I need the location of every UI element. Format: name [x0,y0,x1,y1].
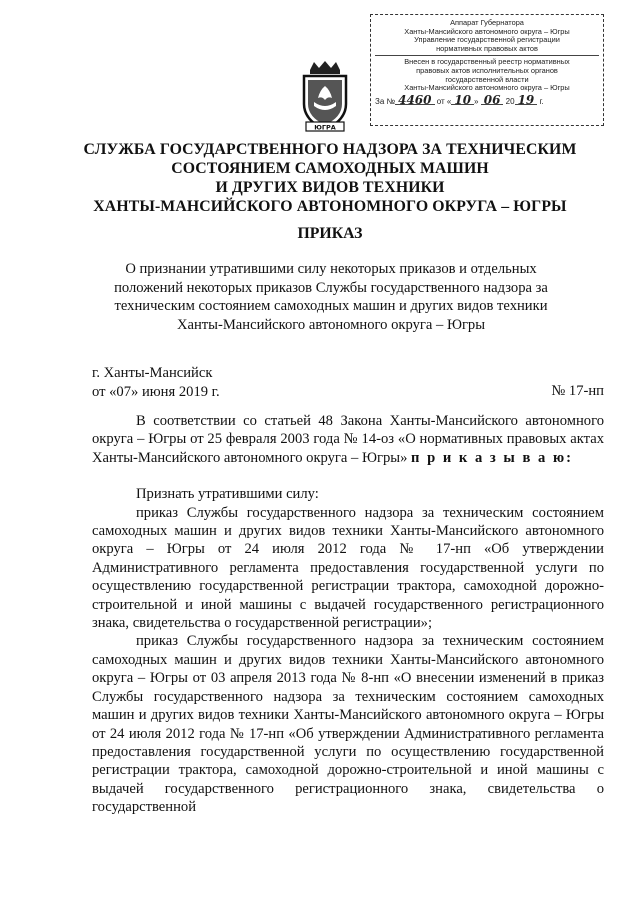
stamp-org-line4: нормативных правовых актов [436,43,538,53]
stamp-reg-line3: государственной власти [445,74,529,84]
body-paragraph-3: приказ Службы государственного надзора за техническим состоянием самоходных машин и других видов техники Ханты-Мансийского автономного округа – Югры от 03 апреля 2013 года № 8-нп «О внесении изменений в приказ Службы государственного надзора за техническим состоянием самоходных машин и других видов техники Ханты-Мансийского автономного округа – Югры от 24 июля 2012 года № 17-нп «Об утверждении Административного регламента предоставления государственной услуги по осуществлению государственной регистрации трактора, самоходной дорожно-строительной и иной машины с выдачей государственного регистрационного знака, свидетельства о государственной [92,633,604,816]
subject-line2: положений некоторых приказов Службы государственного надзора за [114,279,548,296]
organization-header [60,140,600,216]
stamp-org-line3: Управление государственной регистрации [414,35,560,45]
place-and-date [92,364,220,401]
header-line4: ХАНТЫ-МАНСИЙСКОГО АВТОНОМНОГО ОКРУГА – ЮГРЫ [93,198,567,215]
registration-stamp [370,14,604,126]
document-number: № 17-нп [551,383,604,399]
stamp-org-line1: Аппарат Губернатора [450,18,524,27]
stamp-reg-day: 10 [451,96,474,106]
stamp-divider [375,55,599,56]
document-subject [86,260,576,334]
subject-line4: Ханты-Мансийского автономного округа – Югры [176,316,486,333]
stamp-reg-from: от « [436,96,452,106]
header-line2: СОСТОЯНИЕМ САМОХОДНЫХ МАШИН [171,160,489,177]
stamp-org-line2: Ханты-Мансийского автономного округа – Югры [404,26,570,36]
preamble-text: В соответствии со статьей 48 Закона Ханты-Мансийского автономного округа – Югры от 25 февраля 2003 года № 14-оз «О нормативных правовых актах Ханты-Мансийского автономного округа – Югры» [92,413,604,466]
body-paragraph-1: Признать утратившими силу: [136,486,319,503]
stamp-reg-number: 4460 [395,96,434,106]
stamp-reg-suffix: г. [539,96,544,106]
body-paragraph-2: приказ Службы государственного надзора за техническим состоянием самоходных машин и других видов техники Ханты-Мансийского автономного округа – Югры от 24 июля 2012 года № 17-нп «Об утверждении Административного регламента предоставления государственной услуги по осуществлению государственной регистрации трактора, самоходной дорожно-строительной и иной машины с выдачей государственного регистрационного знака, свидетельства о государственной регистрации»; [92,504,604,632]
document-type: ПРИКАЗ [297,225,363,242]
order-keyword: п р и к а з ы в а ю: [411,449,573,466]
place: г. Ханты-Мансийск [92,365,213,381]
document-body [92,412,604,817]
stamp-reg-year: 19 [515,96,538,106]
stamp-reg-line1: Внесен в государственный реестр нормативных [404,57,570,67]
stamp-reg-line4: Ханты-Мансийского автономного округа – Югры [404,83,570,93]
stamp-reg-year-prefix: 20 [505,96,515,106]
stamp-reg-line2: правовых актов исполнительных органов [416,65,558,75]
header-line1: СЛУЖБА ГОСУДАРСТВЕННОГО НАДЗОРА ЗА ТЕХНИЧЕСКИМ [83,141,577,158]
stamp-reg-mid: » [474,96,479,106]
subject-line1: О признании утратившими силу некоторых приказов и отдельных [125,261,537,277]
body-preamble [92,412,604,467]
stamp-reg-prefix: За № [375,96,396,106]
emblem-label: ЮГРА [314,123,336,132]
subject-line3: техническим состоянием самоходных машин и других видов техники [114,298,548,314]
document-date: от «07» июня 2019 г. [92,383,220,400]
stamp-reg-month: 06 [481,96,504,106]
coat-of-arms-icon [296,60,354,134]
header-line3: И ДРУГИХ ВИДОВ ТЕХНИКИ [215,179,445,196]
stamp-registration-number [375,92,599,107]
